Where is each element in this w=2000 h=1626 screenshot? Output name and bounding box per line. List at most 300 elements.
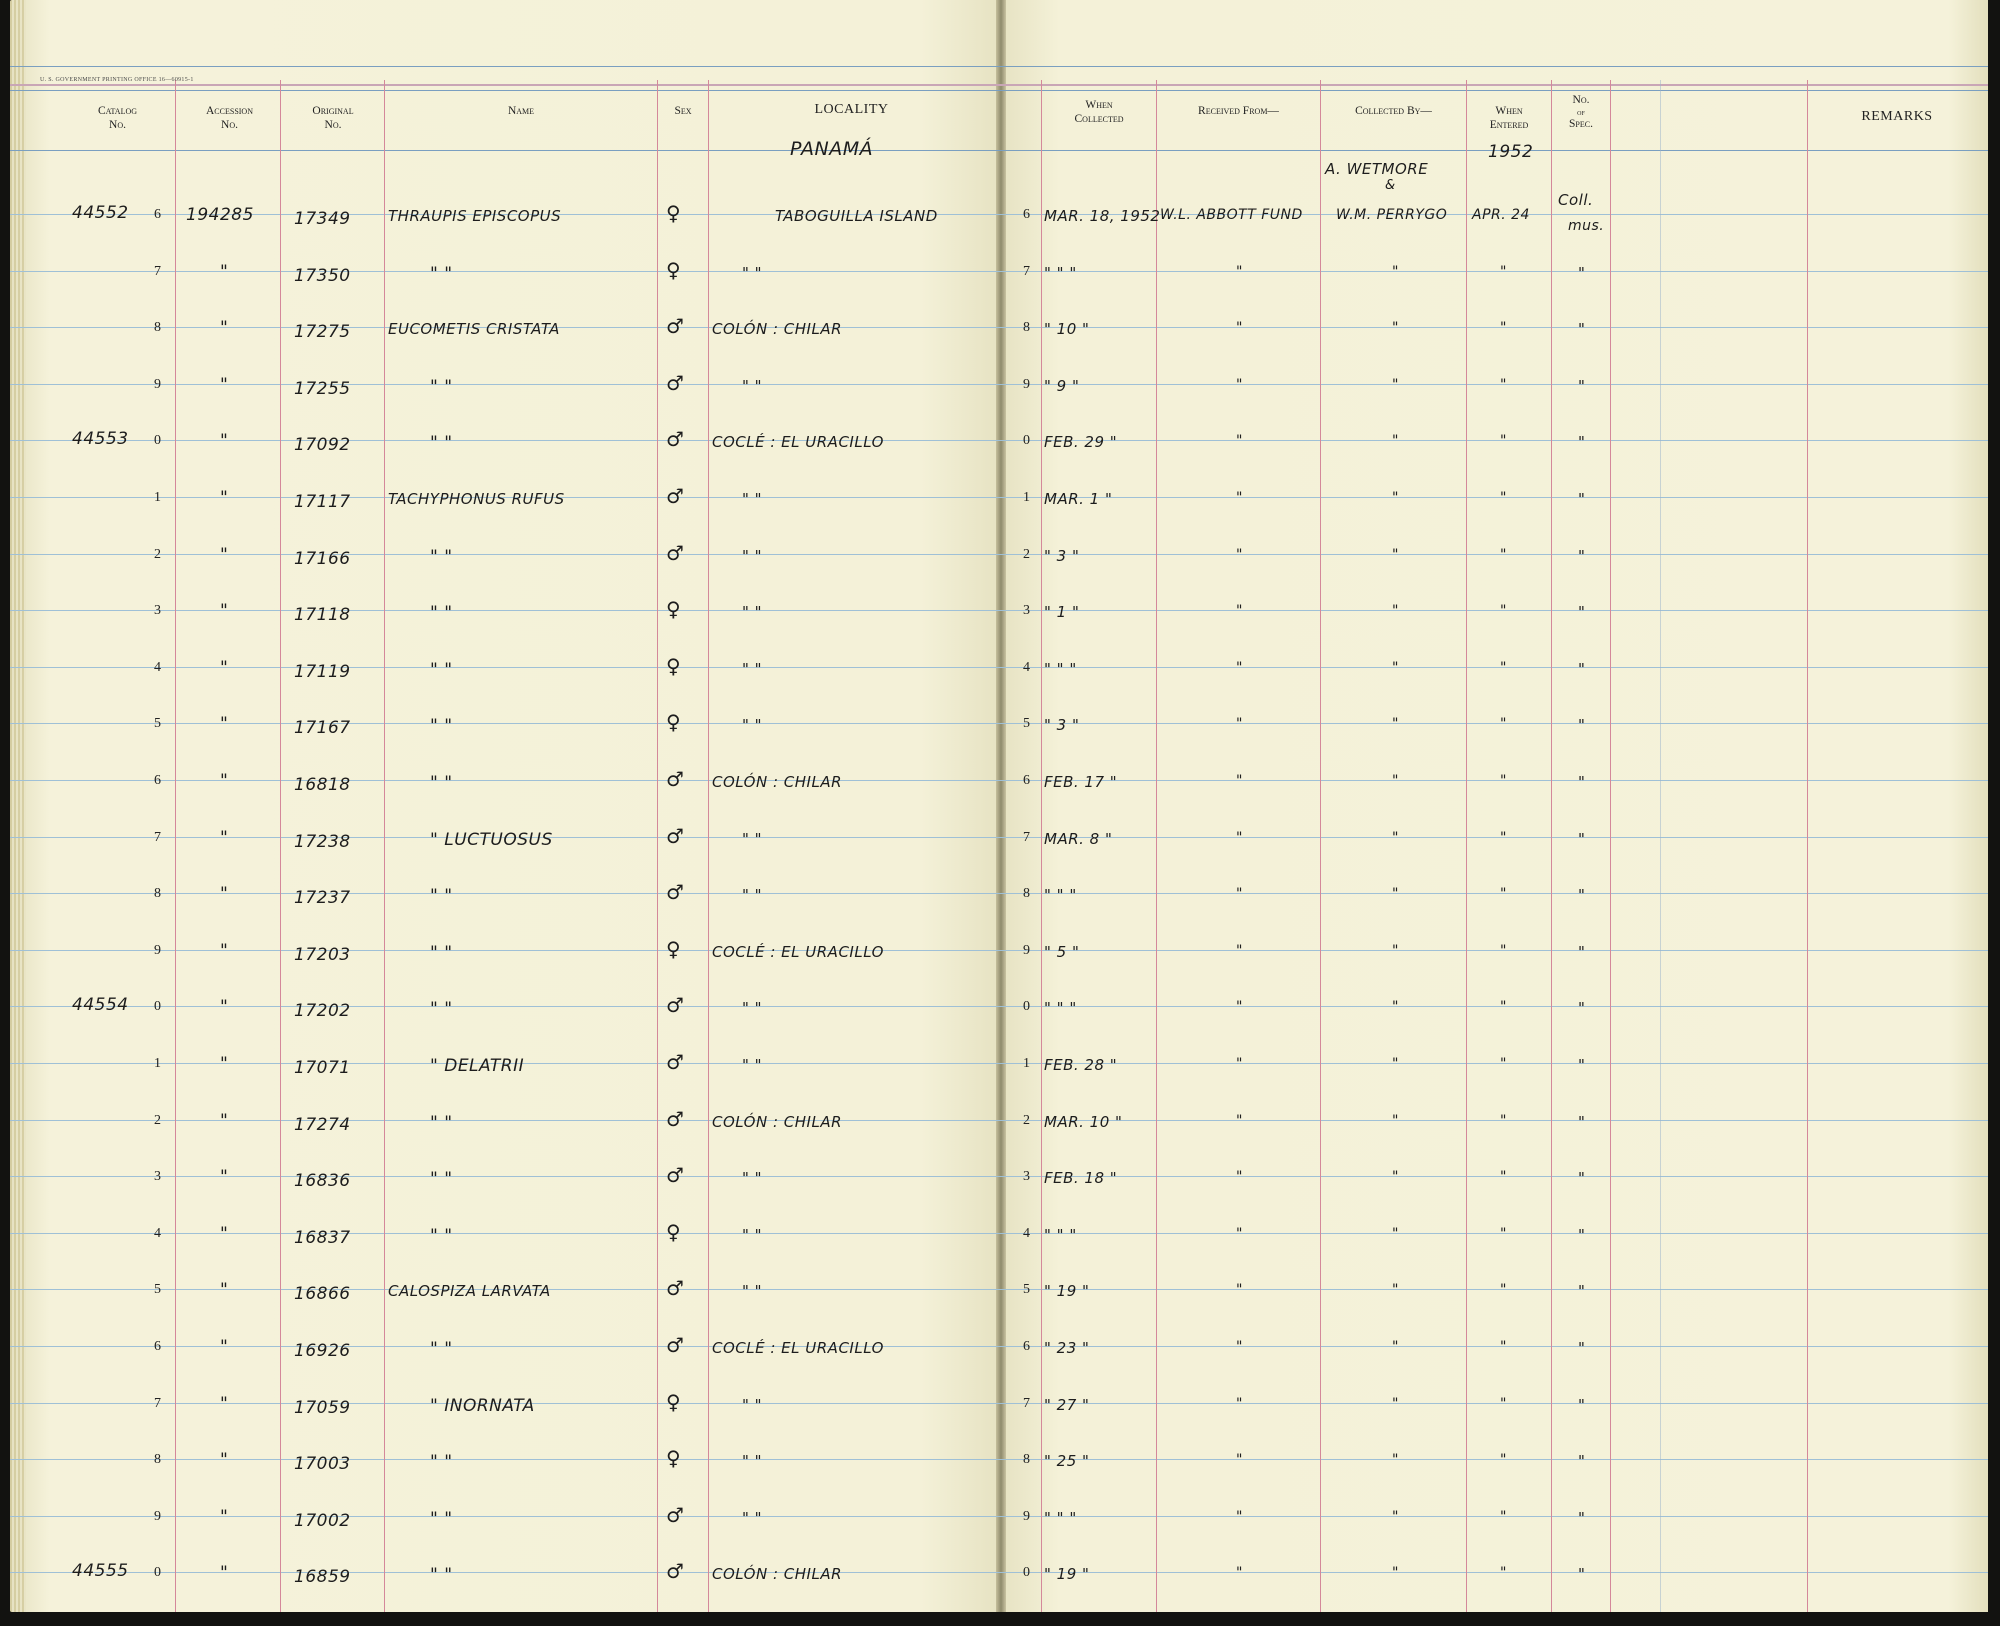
date-entered: ": [1500, 1282, 1507, 1298]
header-accession: Accession No.: [206, 105, 253, 131]
accession-number: ": [220, 997, 229, 1017]
spec-count: ": [1578, 660, 1586, 678]
sex-symbol: ♂: [666, 767, 685, 791]
row-index-left: 9: [154, 943, 161, 958]
collected-by: ": [1392, 1226, 1399, 1242]
row-index-left: 1: [154, 1056, 161, 1071]
species-name: " ": [430, 1339, 453, 1359]
received-from: ": [1236, 1056, 1243, 1072]
row-index-left: 2: [154, 547, 161, 562]
date-collected: " 27 ": [1044, 1396, 1090, 1414]
date-collected: FEB. 29 ": [1044, 433, 1118, 451]
row-index-right: 5: [1023, 716, 1030, 731]
accession-number: ": [220, 1224, 229, 1244]
sex-symbol: ♂: [666, 993, 685, 1017]
species-name: " ": [430, 547, 453, 567]
accession-number: ": [220, 941, 229, 961]
locality: COLÓN : CHILAR: [712, 773, 843, 791]
date-collected: FEB. 18 ": [1044, 1169, 1118, 1187]
header-remarks: REMARKS: [1861, 109, 1933, 124]
collected-by: ": [1392, 264, 1399, 280]
species-name: THRAUPIS EPISCOPUS: [388, 207, 562, 225]
row-index-right: 2: [1023, 547, 1030, 562]
accession-number: ": [220, 375, 229, 395]
received-from: ": [1236, 773, 1243, 789]
spec-count: ": [1578, 1113, 1586, 1131]
accession-number: 194285: [186, 205, 254, 225]
received-from: ": [1236, 830, 1243, 846]
locality: " ": [742, 1282, 763, 1300]
collected-by: ": [1392, 830, 1399, 846]
species-name: " ": [430, 999, 453, 1019]
date-collected: " 1 ": [1044, 603, 1080, 621]
original-number: 16866: [294, 1284, 351, 1304]
received-from: ": [1236, 1396, 1243, 1412]
date-entered: ": [1500, 716, 1507, 732]
received-from: ": [1236, 716, 1243, 732]
original-number: 17237: [294, 888, 351, 908]
date-collected: " " ": [1044, 999, 1077, 1017]
date-entered: ": [1500, 603, 1507, 619]
spec-count: ": [1578, 603, 1586, 621]
sex-symbol: ♂: [666, 1333, 685, 1357]
species-name: " ": [430, 660, 453, 680]
original-number: 17275: [294, 322, 351, 342]
row-index-right: 9: [1023, 1509, 1030, 1524]
locality: " ": [742, 264, 763, 282]
date-collected: " " ": [1044, 1226, 1077, 1244]
species-name: " ": [430, 886, 453, 906]
right-page: [1000, 0, 1988, 1612]
received-from: ": [1236, 490, 1243, 506]
received-from: ": [1236, 886, 1243, 902]
original-number: 17166: [294, 549, 351, 569]
original-number: 17238: [294, 832, 351, 852]
collected-by: ": [1392, 547, 1399, 563]
column-rule: [1466, 80, 1467, 1612]
column-rule: [1041, 80, 1042, 1612]
sex-symbol: ♀: [666, 710, 682, 734]
collected-by: ": [1392, 1396, 1399, 1412]
received-from: ": [1236, 1565, 1243, 1581]
received-from: ": [1236, 1169, 1243, 1185]
row-index-right: 9: [1023, 943, 1030, 958]
species-name: " ": [430, 716, 453, 736]
date-entered: ": [1500, 1339, 1507, 1355]
header-locality: LOCALITY: [814, 102, 889, 117]
received-from: ": [1236, 943, 1243, 959]
top-blue-rule: [10, 66, 1988, 67]
date-entered: ": [1500, 320, 1507, 336]
spec-count: ": [1578, 1282, 1586, 1300]
date-collected: " " ": [1044, 660, 1077, 678]
received-from: ": [1236, 1113, 1243, 1129]
column-rule: [657, 80, 658, 1612]
original-number: 17118: [294, 605, 351, 625]
spec-count: ": [1578, 716, 1586, 734]
species-name: " ": [430, 1113, 453, 1133]
date-collected: MAR. 18, 1952: [1044, 207, 1161, 225]
locality: " ": [742, 716, 763, 734]
header-when-entered: When Entered: [1489, 105, 1529, 131]
date-collected: FEB. 17 ": [1044, 773, 1118, 791]
species-name: TACHYPHONUS RUFUS: [388, 490, 565, 508]
left-page: [10, 0, 1000, 1612]
sex-symbol: ♂: [666, 824, 685, 848]
column-rule: [1610, 80, 1611, 1612]
date-collected: MAR. 8 ": [1044, 830, 1113, 848]
original-number: 17255: [294, 379, 351, 399]
sex-symbol: ♀: [666, 654, 682, 678]
original-number: 17119: [294, 662, 351, 682]
sex-symbol: ♂: [666, 314, 685, 338]
date-collected: FEB. 28 ": [1044, 1056, 1118, 1074]
right-edge: [1988, 0, 2000, 1612]
collected-by: ": [1392, 1509, 1399, 1525]
spec-note-mus: mus.: [1568, 218, 1605, 234]
locality: COLÓN : CHILAR: [712, 320, 843, 338]
sex-symbol: ♂: [666, 1163, 685, 1187]
row-index-left: 7: [154, 1396, 161, 1411]
row-index-left: 5: [154, 716, 161, 731]
row-index-left: 2: [154, 1113, 161, 1128]
row-index-right: 4: [1023, 1226, 1030, 1241]
date-entered: ": [1500, 433, 1507, 449]
book-gutter: [996, 0, 1006, 1612]
column-rule: [1551, 80, 1552, 1612]
date-collected: " 19 ": [1044, 1565, 1090, 1583]
country-annotation: PANAMÁ: [790, 138, 874, 160]
received-from: ": [1236, 433, 1243, 449]
date-entered: ": [1500, 1113, 1507, 1129]
collected-by: ": [1392, 660, 1399, 676]
collector-amp: &: [1385, 178, 1396, 193]
date-entered: ": [1500, 1452, 1507, 1468]
date-collected: " 23 ": [1044, 1339, 1090, 1357]
spec-count: ": [1578, 773, 1586, 791]
row-index-left: 5: [154, 1282, 161, 1297]
collected-by: ": [1392, 1565, 1399, 1581]
collected-by: ": [1392, 999, 1399, 1015]
row-index-left: 8: [154, 886, 161, 901]
collected-by: ": [1392, 377, 1399, 393]
sex-symbol: ♂: [666, 484, 685, 508]
row-index-left: 9: [154, 1509, 161, 1524]
date-collected: MAR. 1 ": [1044, 490, 1113, 508]
species-name: " ": [430, 433, 453, 453]
row-index-right: 0: [1023, 433, 1030, 448]
sex-symbol: ♂: [666, 541, 685, 565]
sex-symbol: ♂: [666, 1107, 685, 1131]
received-from: ": [1236, 603, 1243, 619]
spec-count: ": [1578, 1169, 1586, 1187]
row-index-left: 0: [154, 1565, 161, 1580]
row-index-right: 0: [1023, 1565, 1030, 1580]
original-number: 17002: [294, 1511, 351, 1531]
collected-by: ": [1392, 773, 1399, 789]
original-number: 16926: [294, 1341, 351, 1361]
date-entered: ": [1500, 264, 1507, 280]
spec-count: ": [1578, 830, 1586, 848]
column-rule: [175, 80, 176, 1612]
accession-number: ": [220, 601, 229, 621]
accession-number: ": [220, 1167, 229, 1187]
locality: " ": [742, 547, 763, 565]
date-entered: ": [1500, 1056, 1507, 1072]
locality: " ": [742, 1396, 763, 1414]
sex-symbol: ♂: [666, 1559, 685, 1583]
date-entered: ": [1500, 943, 1507, 959]
date-entered: ": [1500, 773, 1507, 789]
header-no-of-spec: No. of Spec.: [1569, 94, 1593, 130]
catalog-number: 44552: [72, 203, 129, 223]
sex-symbol: ♀: [666, 1446, 682, 1470]
row-index-left: 6: [154, 207, 161, 222]
row-index-right: 7: [1023, 264, 1030, 279]
accession-number: ": [220, 1111, 229, 1131]
spec-count: ": [1578, 1056, 1586, 1074]
spec-count: ": [1578, 1509, 1586, 1527]
collected-by: ": [1392, 1169, 1399, 1185]
locality: " ": [742, 830, 763, 848]
top-red-band: [10, 84, 1988, 86]
header-bottom-rule: [10, 150, 1988, 151]
accession-number: ": [220, 658, 229, 678]
received-from: ": [1236, 1452, 1243, 1468]
spec-count: ": [1578, 377, 1586, 395]
row-index-left: 0: [154, 999, 161, 1014]
received-from: ": [1236, 320, 1243, 336]
date-entered: ": [1500, 490, 1507, 506]
row-index-left: 8: [154, 1452, 161, 1467]
header-sex: Sex: [674, 105, 692, 117]
species-name: " ": [430, 377, 453, 397]
year-annotation: 1952: [1488, 142, 1534, 162]
spec-count: Coll.: [1558, 191, 1594, 209]
date-collected: " " ": [1044, 1509, 1077, 1527]
row-index-right: 6: [1023, 773, 1030, 788]
sex-symbol: ♂: [666, 880, 685, 904]
header-received-from: Received From—: [1198, 105, 1279, 117]
accession-number: ": [220, 771, 229, 791]
sex-symbol: ♀: [666, 201, 682, 225]
ghost-column-rule: [1660, 80, 1661, 1612]
locality: " ": [742, 603, 763, 621]
catalog-number: 44553: [72, 429, 129, 449]
sex-symbol: ♂: [666, 427, 685, 451]
accession-number: ": [220, 1450, 229, 1470]
header-original: Original No.: [312, 105, 354, 131]
original-number: 17092: [294, 435, 351, 455]
row-index-left: 3: [154, 603, 161, 618]
date-entered: ": [1500, 1226, 1507, 1242]
row-index-right: 0: [1023, 999, 1030, 1014]
spec-count: ": [1578, 943, 1586, 961]
catalog-number: 44554: [72, 995, 129, 1015]
collected-by: ": [1392, 490, 1399, 506]
locality: " ": [742, 999, 763, 1017]
spec-count: ": [1578, 1565, 1586, 1583]
row-index-right: 8: [1023, 320, 1030, 335]
spec-count: ": [1578, 1396, 1586, 1414]
locality: " ": [742, 1226, 763, 1244]
collected-by: ": [1392, 320, 1399, 336]
date-collected: " 3 ": [1044, 716, 1080, 734]
locality: " ": [742, 1452, 763, 1470]
spec-count: ": [1578, 1226, 1586, 1244]
accession-number: ": [220, 318, 229, 338]
row-index-right: 8: [1023, 1452, 1030, 1467]
row-index-right: 6: [1023, 207, 1030, 222]
received-from: ": [1236, 660, 1243, 676]
locality: COLÓN : CHILAR: [712, 1565, 843, 1583]
header-catalog: Catalog No.: [97, 105, 138, 131]
date-entered: ": [1500, 1169, 1507, 1185]
received-from: ": [1236, 1226, 1243, 1242]
header-when-collected: When Collected: [1074, 99, 1124, 125]
row-index-right: 7: [1023, 830, 1030, 845]
species-name: " ": [430, 1452, 453, 1472]
accession-number: ": [220, 1337, 229, 1357]
collected-by: ": [1392, 603, 1399, 619]
received-from: ": [1236, 999, 1243, 1015]
species-name: " ": [430, 1226, 453, 1246]
original-number: 16836: [294, 1171, 351, 1191]
row-index-right: 4: [1023, 660, 1030, 675]
sex-symbol: ♀: [666, 1390, 682, 1414]
date-entered: ": [1500, 1565, 1507, 1581]
collected-by: ": [1392, 1452, 1399, 1468]
accession-number: ": [220, 1054, 229, 1074]
sex-symbol: ♂: [666, 1503, 685, 1527]
received-from: W.L. ABBOTT FUND: [1160, 207, 1303, 223]
row-index-right: 7: [1023, 1396, 1030, 1411]
accession-number: ": [220, 884, 229, 904]
row-index-right: 1: [1023, 1056, 1030, 1071]
date-entered: ": [1500, 1396, 1507, 1412]
original-number: 17071: [294, 1058, 351, 1078]
row-index-right: 3: [1023, 1169, 1030, 1184]
locality: COCLÉ : EL URACILLO: [712, 433, 884, 451]
row-index-left: 6: [154, 1339, 161, 1354]
spec-count: ": [1578, 1452, 1586, 1470]
original-number: 16837: [294, 1228, 351, 1248]
header-collected-by: Collected By—: [1355, 105, 1432, 117]
column-rule: [1156, 80, 1157, 1612]
accession-number: ": [220, 431, 229, 451]
original-number: 17059: [294, 1398, 351, 1418]
row-index-right: 3: [1023, 603, 1030, 618]
locality: " ": [742, 886, 763, 904]
sex-symbol: ♀: [666, 1220, 682, 1244]
locality: " ": [742, 490, 763, 508]
collected-by: ": [1392, 886, 1399, 902]
accession-number: ": [220, 1507, 229, 1527]
accession-number: ": [220, 1394, 229, 1414]
spec-count: ": [1578, 490, 1586, 508]
accession-number: ": [220, 545, 229, 565]
original-number: 17117: [294, 492, 351, 512]
collected-by: ": [1392, 1056, 1399, 1072]
spec-count: ": [1578, 264, 1586, 282]
accession-number: ": [220, 262, 229, 282]
row-index-left: 9: [154, 377, 161, 392]
sex-symbol: ♂: [666, 1276, 685, 1300]
header-name: Name: [507, 105, 535, 117]
locality: " ": [742, 377, 763, 395]
sex-symbol: ♀: [666, 258, 682, 282]
locality: " ": [742, 1056, 763, 1074]
collected-by: ": [1392, 1113, 1399, 1129]
original-number: 17350: [294, 266, 351, 286]
locality: COCLÉ : EL URACILLO: [712, 1339, 884, 1357]
row-index-left: 7: [154, 830, 161, 845]
original-number: 17202: [294, 1001, 351, 1021]
collected-by: ": [1392, 943, 1399, 959]
spec-count: ": [1578, 1339, 1586, 1357]
collected-by: W.M. PERRYGO: [1336, 207, 1448, 223]
species-name: " LUCTUOSUS: [430, 830, 553, 850]
row-index-left: 3: [154, 1169, 161, 1184]
collected-by: ": [1392, 1339, 1399, 1355]
date-entered: ": [1500, 1509, 1507, 1525]
sex-symbol: ♀: [666, 597, 682, 621]
date-collected: " 25 ": [1044, 1452, 1090, 1470]
original-number: 17203: [294, 945, 351, 965]
row-index-right: 1: [1023, 490, 1030, 505]
column-rule: [280, 80, 281, 1612]
spec-count: ": [1578, 320, 1586, 338]
date-collected: " " ": [1044, 886, 1077, 904]
species-name: " ": [430, 1169, 453, 1189]
header-top-rule: [10, 90, 1988, 91]
accession-number: ": [220, 488, 229, 508]
original-number: 17167: [294, 718, 351, 738]
row-index-left: 8: [154, 320, 161, 335]
date-entered: ": [1500, 660, 1507, 676]
spec-count: ": [1578, 999, 1586, 1017]
original-number: 17349: [294, 209, 351, 229]
locality: COLÓN : CHILAR: [712, 1113, 843, 1131]
column-rule: [1807, 80, 1808, 1612]
species-name: " DELATRII: [430, 1056, 525, 1076]
row-index-left: 4: [154, 660, 161, 675]
row-index-right: 6: [1023, 1339, 1030, 1354]
original-number: 16818: [294, 775, 351, 795]
date-collected: " 19 ": [1044, 1282, 1090, 1300]
date-collected: " 9 ": [1044, 377, 1080, 395]
received-from: ": [1236, 377, 1243, 393]
species-name: " ": [430, 773, 453, 793]
date-entered: ": [1500, 999, 1507, 1015]
locality: COCLÉ : EL URACILLO: [712, 943, 884, 961]
original-number: 16859: [294, 1567, 351, 1587]
date-collected: " " ": [1044, 264, 1077, 282]
species-name: " ": [430, 1565, 453, 1585]
collected-by: ": [1392, 716, 1399, 732]
spec-count: ": [1578, 886, 1586, 904]
received-from: ": [1236, 1339, 1243, 1355]
accession-number: ": [220, 1563, 229, 1583]
date-collected: " 3 ": [1044, 547, 1080, 565]
collected-by: ": [1392, 1282, 1399, 1298]
received-from: ": [1236, 1509, 1243, 1525]
date-entered: ": [1500, 547, 1507, 563]
binding-strip: [10, 0, 26, 1612]
row-index-left: 0: [154, 433, 161, 448]
locality: " ": [742, 1169, 763, 1187]
row-index-left: 4: [154, 1226, 161, 1241]
